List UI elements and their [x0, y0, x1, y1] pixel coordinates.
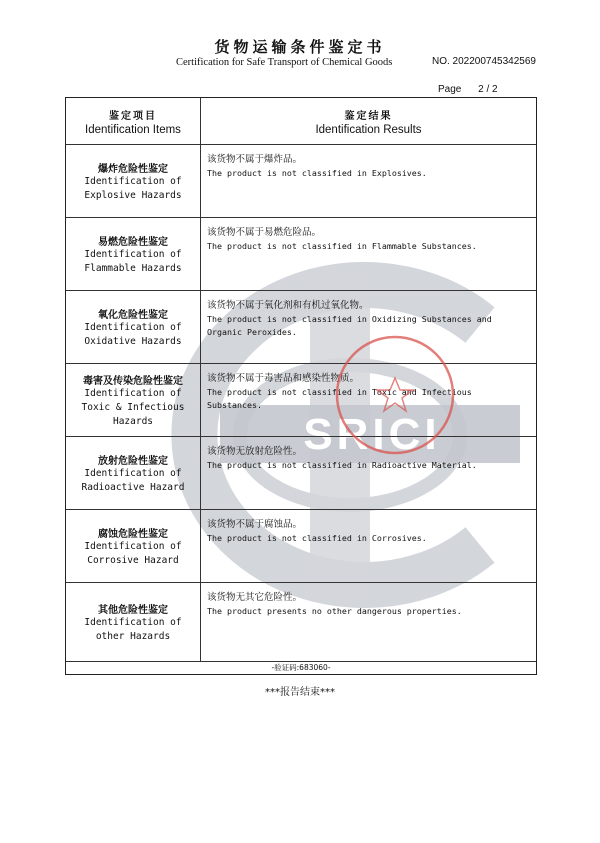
result-cn: 该货物无放射危险性。 — [207, 446, 303, 457]
item-name-cn: 易燃危险性鉴定 — [98, 236, 168, 248]
result-en: The product presents no other dangerous properties. — [207, 606, 462, 616]
item-cell — [66, 364, 201, 436]
verification-code: -验证码:683060- — [66, 661, 536, 674]
official-seal — [330, 330, 460, 460]
result-en: The product is not classified in Radioactive Material. — [207, 460, 477, 470]
result-cn: 该货物不属于腐蚀品。 — [207, 519, 303, 530]
page-indicator — [438, 84, 498, 95]
item-cell — [66, 437, 201, 509]
result-cell — [201, 510, 536, 582]
result-en: The product is not classified in Oxidizing Substances and Organic Peroxides. — [207, 314, 492, 337]
item-name-en: Identification of Flammable Hazards — [84, 248, 182, 274]
result-en: The product is not classified in Corrosives. — [207, 533, 427, 543]
items-column-header — [66, 98, 201, 144]
table-row — [66, 363, 536, 436]
result-cell — [201, 218, 536, 290]
item-cell — [66, 291, 201, 363]
result-cn: 该货物不属于易燃危险品。 — [207, 227, 322, 238]
page-label: Page — [438, 84, 462, 95]
report-end-marker: ***报告结束*** — [265, 687, 335, 698]
item-cell — [66, 218, 201, 290]
table-row — [66, 509, 536, 582]
result-cn: 该货物不属于氧化剂和有机过氧化物。 — [207, 300, 369, 311]
result-en: The product is not classified in Flammable Substances. — [207, 241, 477, 251]
results-header-cn: 鉴定结果 — [344, 110, 393, 122]
table-header-row — [66, 98, 536, 144]
item-name-cn: 氧化危险性鉴定 — [98, 309, 168, 321]
result-cn: 该货物不属于爆炸品。 — [207, 154, 303, 165]
table-row — [66, 144, 536, 217]
svg-text:SRICI: SRICI — [303, 410, 441, 459]
table-row — [66, 436, 536, 509]
results-column-header — [201, 98, 536, 144]
result-cn: 该货物无其它危险性。 — [207, 592, 303, 603]
table-row — [66, 217, 536, 290]
result-en: The product is not classified in Explosives. — [207, 168, 427, 178]
item-name-cn: 放射危险性鉴定 — [98, 455, 168, 467]
item-name-en: Identification of Explosive Hazards — [84, 175, 182, 201]
item-name-cn: 毒害及传染危险性鉴定 — [83, 375, 183, 387]
items-header-en: Identification Items — [85, 123, 181, 136]
result-cell — [201, 145, 536, 217]
result-en: The product is not classified in Toxic and Infectious Substances. — [207, 387, 472, 410]
item-name-en: Identification of other Hazards — [84, 617, 182, 642]
certificate-number: NO. 202200745342569 — [432, 56, 536, 67]
item-name-en: Identification of Toxic & Infectious Hazards — [81, 387, 185, 427]
item-cell — [66, 145, 201, 217]
items-header-cn: 鉴定项目 — [109, 110, 157, 122]
document-subtitle: Certification for Safe Transport of Chemical Goods — [176, 57, 393, 68]
results-header-en: Identification Results — [315, 123, 422, 136]
item-name-cn: 其他危险性鉴定 — [98, 605, 168, 616]
result-cn: 该货物不属于毒害品和感染性物质。 — [207, 373, 360, 384]
table-row — [66, 582, 536, 662]
identification-table — [65, 97, 537, 675]
item-cell — [66, 583, 201, 662]
item-cell — [66, 510, 201, 582]
document-title: 货物运输条件鉴定书 — [214, 38, 386, 56]
item-name-en: Identification of Corrosive Hazard — [84, 540, 182, 566]
table-row — [66, 290, 536, 363]
item-name-cn: 爆炸危险性鉴定 — [98, 163, 168, 175]
page-number: 2 / 2 — [478, 84, 498, 95]
item-name-cn: 腐蚀危险性鉴定 — [98, 528, 168, 540]
result-cell — [201, 583, 536, 662]
item-name-en: Identification of Radioactive Hazard — [81, 467, 185, 493]
item-name-en: Identification of Oxidative Hazards — [84, 321, 182, 347]
